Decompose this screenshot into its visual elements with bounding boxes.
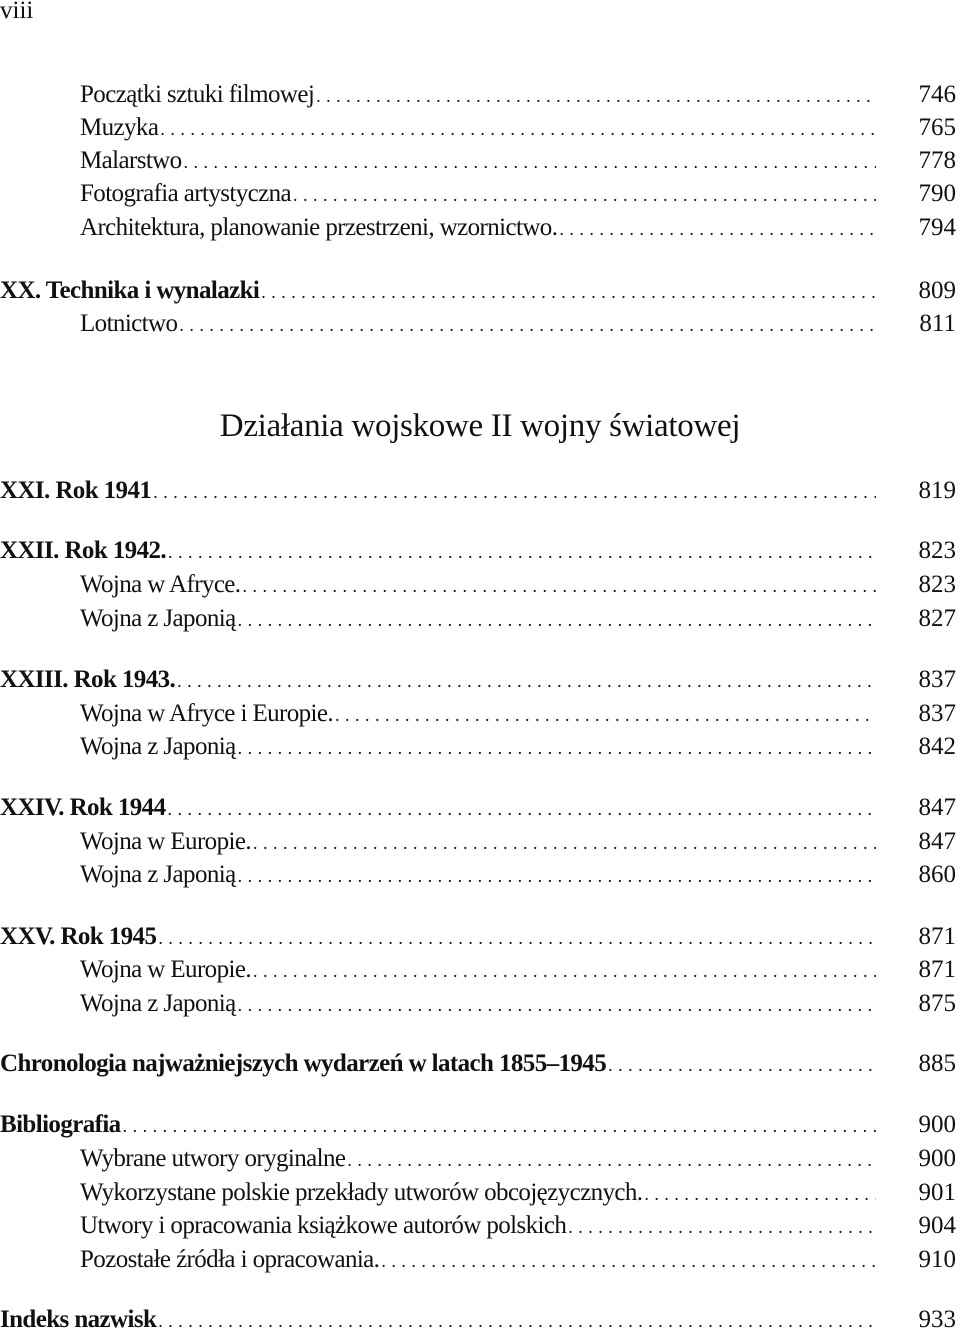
- dot-leader: [0, 1142, 876, 1176]
- toc-entry-page: 847: [918, 828, 956, 855]
- toc-chapter-page: 900: [918, 1111, 956, 1138]
- toc-entry-page: 910: [918, 1246, 956, 1273]
- dot-leader: [0, 568, 876, 602]
- toc-chapter-page: 847: [918, 794, 956, 821]
- toc-entry-page: 823: [918, 571, 956, 598]
- toc-chapter: [0, 1047, 956, 1081]
- toc-chapter: [0, 791, 956, 825]
- toc-entry: [0, 111, 956, 145]
- toc-entry-title: Architektura, planowanie przestrzeni, wzornictwo.: [80, 214, 558, 241]
- dot-leader: [0, 274, 876, 308]
- toc-chapter-title: Bibliografia: [0, 1111, 121, 1138]
- toc-entry-title: Wojna w Europie.: [80, 828, 251, 855]
- toc-chapter-page: 809: [918, 277, 956, 304]
- toc-chapter-title: XXII. Rok 1942.: [0, 537, 167, 564]
- toc-entry: [0, 1209, 956, 1243]
- dot-leader: [0, 474, 876, 508]
- toc-chapter-title: Indeks nazwisk: [0, 1306, 157, 1333]
- toc-entry-page: 875: [918, 990, 956, 1017]
- dot-leader: [0, 1243, 876, 1277]
- toc-chapter: [0, 1108, 956, 1142]
- toc-entry-title: Początki sztuki filmowej: [80, 81, 315, 108]
- dot-leader: [0, 858, 876, 892]
- toc-entry-page: 860: [918, 861, 956, 888]
- toc-chapter: [0, 274, 956, 308]
- toc-entry-page: 827: [918, 605, 956, 632]
- dot-leader: [0, 825, 876, 859]
- dot-leader: [0, 177, 876, 211]
- toc-entry: [0, 697, 956, 731]
- toc-entry: [0, 78, 956, 112]
- dot-leader: [0, 920, 876, 954]
- toc-chapter-title: Chronologia najważniejszych wydarzeń w latach 1855–1945: [0, 1050, 607, 1077]
- toc-chapter-page: 933: [918, 1306, 956, 1333]
- toc-entry: [0, 211, 956, 245]
- toc-entry-page: 871: [918, 956, 956, 983]
- dot-leader: [0, 791, 876, 825]
- toc-entry-title: Wojna z Japonią: [80, 733, 236, 760]
- page-number: viii: [0, 0, 34, 24]
- toc-chapter-title: XXIII. Rok 1943.: [0, 666, 176, 693]
- toc-chapter: [0, 534, 956, 568]
- toc-chapter-page: 837: [918, 666, 956, 693]
- dot-leader: [0, 307, 876, 341]
- toc-chapter: [0, 474, 956, 508]
- toc-entry-page: 746: [918, 81, 956, 108]
- toc-chapter: [0, 920, 956, 954]
- toc-chapter-title: XXV. Rok 1945: [0, 923, 157, 950]
- toc-entry: [0, 1176, 956, 1210]
- dot-leader: [0, 953, 876, 987]
- dot-leader: [0, 1209, 876, 1243]
- toc-entry-title: Wybrane utwory oryginalne: [80, 1145, 346, 1172]
- dot-leader: [0, 697, 876, 731]
- toc-entry: [0, 1142, 956, 1176]
- toc-entry-page: 837: [918, 700, 956, 727]
- toc-chapter-page: 819: [918, 477, 956, 504]
- toc-entry-title: Fotografia artystyczna: [80, 180, 292, 207]
- dot-leader: [0, 602, 876, 636]
- toc-entry-page: 901: [918, 1179, 956, 1206]
- dot-leader: [0, 144, 876, 178]
- toc-chapter-title: XXI. Rok 1941: [0, 477, 152, 504]
- dot-leader: [0, 1108, 876, 1142]
- toc-entry-title: Pozostałe źródła i opracowania.: [80, 1246, 380, 1273]
- dot-leader: [0, 534, 876, 568]
- toc-entry: [0, 144, 956, 178]
- dot-leader: [0, 663, 876, 697]
- dot-leader: [0, 987, 876, 1021]
- toc-entry-title: Wojna z Japonią: [80, 861, 236, 888]
- toc-entry-title: Wojna z Japonią: [80, 605, 236, 632]
- toc-entry: [0, 825, 956, 859]
- toc-entry: [0, 730, 956, 764]
- toc-chapter: [0, 663, 956, 697]
- dot-leader: [0, 111, 876, 145]
- toc-entry-page: 900: [918, 1145, 956, 1172]
- toc-entry-page: 778: [918, 147, 956, 174]
- section-heading: Działania wojskowe II wojny światowej: [219, 408, 741, 444]
- toc-entry-title: Muzyka: [80, 114, 159, 141]
- toc-entry-title: Wojna w Europie.: [80, 956, 251, 983]
- toc-entry-title: Wojna w Afryce i Europie.: [80, 700, 334, 727]
- toc-entry-title: Wojna z Japonią: [80, 990, 236, 1017]
- toc-entry: [0, 177, 956, 211]
- dot-leader: [0, 78, 876, 112]
- toc-entry-page: 811: [919, 310, 956, 337]
- toc-chapter-page: 823: [918, 537, 956, 564]
- toc-chapter-page: 885: [918, 1050, 956, 1077]
- toc-entry-page: 790: [918, 180, 956, 207]
- toc-entry: [0, 953, 956, 987]
- toc-entry: [0, 602, 956, 636]
- toc-entry-title: Utwory i opracowania książkowe autorów polskich: [80, 1212, 567, 1239]
- toc-entry: [0, 858, 956, 892]
- dot-leader: [0, 730, 876, 764]
- toc-entry-page: 842: [918, 733, 956, 760]
- toc-entry-title: Wojna w Afryce.: [80, 571, 241, 598]
- toc-entry-title: Malarstwo: [80, 147, 182, 174]
- toc-entry-page: 794: [918, 214, 956, 241]
- toc-entry: [0, 987, 956, 1021]
- toc-chapter-title: XX. Technika i wynalazki: [0, 277, 260, 304]
- dot-leader: [0, 1047, 876, 1081]
- dot-leader: [0, 211, 876, 245]
- toc-entry: [0, 307, 956, 341]
- dot-leader: [0, 1176, 876, 1210]
- toc-entry-page: 765: [918, 114, 956, 141]
- toc-entry-title: Wykorzystane polskie przekłady utworów obcojęzycznych.: [80, 1179, 643, 1206]
- toc-entry: [0, 1243, 956, 1277]
- toc-entry-page: 904: [918, 1212, 956, 1239]
- toc-chapter-page: 871: [918, 923, 956, 950]
- toc-entry-title: Lotnictwo: [80, 310, 178, 337]
- toc-chapter-title: XXIV. Rok 1944: [0, 794, 166, 821]
- toc-entry: [0, 568, 956, 602]
